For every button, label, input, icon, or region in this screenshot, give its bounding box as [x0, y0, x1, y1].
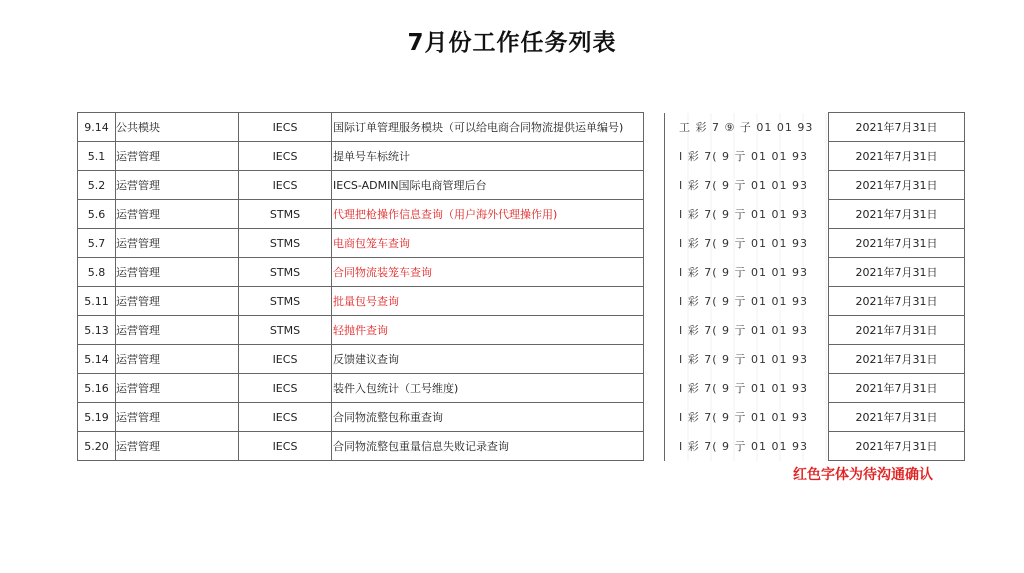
system-cell: IECS — [239, 403, 332, 432]
task-cell: 代理把枪操作信息查询（用户海外代理操作用) — [332, 200, 644, 229]
blank-cell — [644, 142, 665, 171]
table-row — [78, 171, 965, 200]
red-text-note: 红色字体为待沟通确认 — [793, 467, 933, 483]
blank-cell — [644, 403, 665, 432]
table-row — [78, 229, 965, 258]
module-cell: 运营管理 — [116, 229, 239, 258]
obscured-cell: I 彩 7( 9 亍 01 01 93 — [665, 142, 829, 171]
row-number: 5.16 — [78, 374, 116, 403]
blank-cell — [644, 113, 665, 142]
due-date-cell: 2021年7月31日 — [829, 200, 965, 229]
due-date-cell: 2021年7月31日 — [829, 113, 965, 142]
table-row — [78, 287, 965, 316]
module-cell: 运营管理 — [116, 200, 239, 229]
module-cell: 运营管理 — [116, 258, 239, 287]
obscured-cell: I 彩 7( 9 亍 01 01 93 — [665, 403, 829, 432]
task-cell: 提单号车标统计 — [332, 142, 644, 171]
system-cell: IECS — [239, 113, 332, 142]
task-table-body — [78, 113, 965, 461]
system-cell: STMS — [239, 316, 332, 345]
blank-cell — [644, 316, 665, 345]
table-row — [78, 142, 965, 171]
obscured-cell: I 彩 7( 9 亍 01 01 93 — [665, 229, 829, 258]
row-number: 9.14 — [78, 113, 116, 142]
task-cell: 电商包笼车查询 — [332, 229, 644, 258]
system-cell: STMS — [239, 200, 332, 229]
table-row — [78, 200, 965, 229]
row-number: 5.8 — [78, 258, 116, 287]
due-date-cell: 2021年7月31日 — [829, 142, 965, 171]
blank-cell — [644, 200, 665, 229]
module-cell: 运营管理 — [116, 432, 239, 461]
obscured-cell: I 彩 7( 9 亍 01 01 93 — [665, 171, 829, 200]
module-cell: 运营管理 — [116, 374, 239, 403]
task-cell: 国际订单管理服务模块（可以给电商合同物流提供运单编号) — [332, 113, 644, 142]
due-date-cell: 2021年7月31日 — [829, 432, 965, 461]
obscured-cell: 工 彩 7 ⑨ 子 01 01 93 — [665, 113, 829, 142]
task-cell: 合同物流整包称重查询 — [332, 403, 644, 432]
module-cell: 公共模块 — [116, 113, 239, 142]
row-number: 5.20 — [78, 432, 116, 461]
system-cell: IECS — [239, 374, 332, 403]
blank-cell — [644, 229, 665, 258]
due-date-cell: 2021年7月31日 — [829, 345, 965, 374]
system-cell: IECS — [239, 171, 332, 200]
table-row — [78, 374, 965, 403]
module-cell: 运营管理 — [116, 403, 239, 432]
table-row — [78, 113, 965, 142]
page-title: 7月份工作任务列表 — [407, 30, 617, 56]
row-number: 5.7 — [78, 229, 116, 258]
blank-cell — [644, 258, 665, 287]
task-table — [77, 112, 965, 461]
due-date-cell: 2021年7月31日 — [829, 258, 965, 287]
task-cell: 轻抛件查询 — [332, 316, 644, 345]
due-date-cell: 2021年7月31日 — [829, 374, 965, 403]
module-cell: 运营管理 — [116, 142, 239, 171]
obscured-cell: I 彩 7( 9 亍 01 01 93 — [665, 287, 829, 316]
task-cell: 反馈建议查询 — [332, 345, 644, 374]
blank-cell — [644, 374, 665, 403]
module-cell: 运营管理 — [116, 316, 239, 345]
due-date-cell: 2021年7月31日 — [829, 287, 965, 316]
module-cell: 运营管理 — [116, 345, 239, 374]
due-date-cell: 2021年7月31日 — [829, 403, 965, 432]
system-cell: STMS — [239, 287, 332, 316]
system-cell: IECS — [239, 142, 332, 171]
table-row — [78, 316, 965, 345]
row-number: 5.14 — [78, 345, 116, 374]
task-cell: 批量包号查询 — [332, 287, 644, 316]
blank-cell — [644, 432, 665, 461]
task-cell: IECS-ADMIN国际电商管理后台 — [332, 171, 644, 200]
table-row — [78, 432, 965, 461]
due-date-cell: 2021年7月31日 — [829, 171, 965, 200]
row-number: 5.19 — [78, 403, 116, 432]
system-cell: STMS — [239, 258, 332, 287]
row-number: 5.13 — [78, 316, 116, 345]
obscured-cell: I 彩 7( 9 亍 01 01 93 — [665, 316, 829, 345]
obscured-cell: I 彩 7( 9 亍 01 01 93 — [665, 432, 829, 461]
row-number: 5.11 — [78, 287, 116, 316]
row-number: 5.6 — [78, 200, 116, 229]
module-cell: 运营管理 — [116, 287, 239, 316]
task-cell: 装件入包统计（工号维度) — [332, 374, 644, 403]
task-cell: 合同物流装笼车查询 — [332, 258, 644, 287]
obscured-cell: I 彩 7( 9 亍 01 01 93 — [665, 258, 829, 287]
row-number: 5.1 — [78, 142, 116, 171]
blank-cell — [644, 171, 665, 200]
module-cell: 运营管理 — [116, 171, 239, 200]
blank-cell — [644, 287, 665, 316]
table-row — [78, 345, 965, 374]
table-row — [78, 258, 965, 287]
table-row — [78, 403, 965, 432]
obscured-cell: I 彩 7( 9 亍 01 01 93 — [665, 374, 829, 403]
obscured-cell: I 彩 7( 9 亍 01 01 93 — [665, 200, 829, 229]
task-cell: 合同物流整包重量信息失败记录查询 — [332, 432, 644, 461]
obscured-cell: I 彩 7( 9 亍 01 01 93 — [665, 345, 829, 374]
blank-cell — [644, 345, 665, 374]
due-date-cell: 2021年7月31日 — [829, 229, 965, 258]
system-cell: STMS — [239, 229, 332, 258]
due-date-cell: 2021年7月31日 — [829, 316, 965, 345]
system-cell: IECS — [239, 345, 332, 374]
row-number: 5.2 — [78, 171, 116, 200]
system-cell: IECS — [239, 432, 332, 461]
